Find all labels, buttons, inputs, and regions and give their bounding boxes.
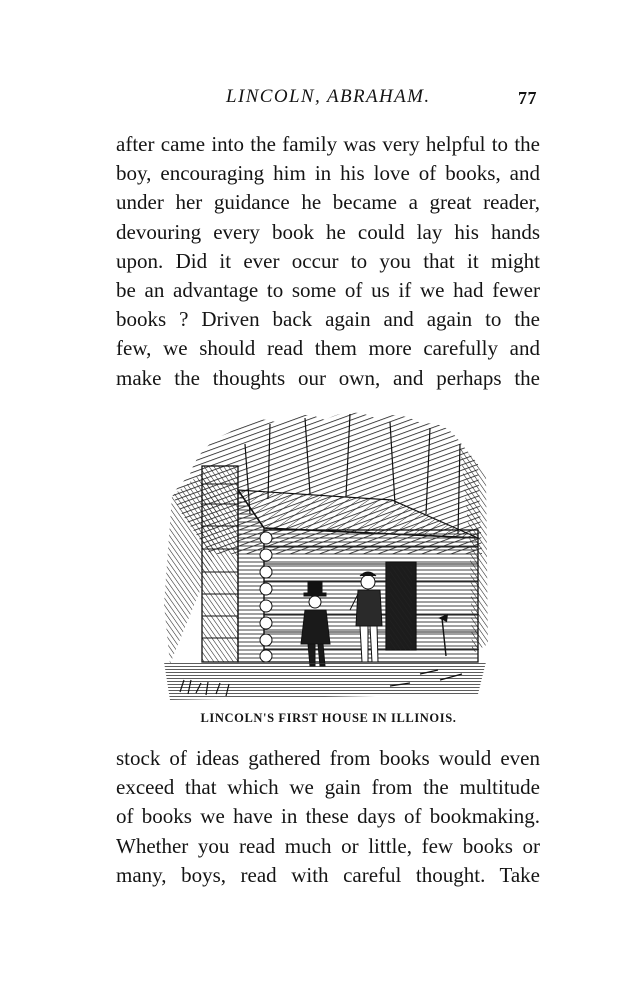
text-line: stock of ideas gathered from books would even [116,746,540,770]
text-line: few, we should read them more carefully and [116,336,540,361]
figure-caption [14,711,629,726]
text-line: upon. Did it ever occur to you that it might [116,248,540,273]
text-line: devouring every book he could lay his hands [116,219,540,244]
page-number: 77 [518,88,537,108]
text-line: of books we have in these days of bookmaking. [116,804,540,829]
text-line: boy, encouraging him in his love of books, and [116,161,540,186]
running-title: LINCOLN, ABRAHAM. [226,86,431,107]
text-line: make the thoughts our own, and perhaps the [116,365,540,390]
text-line: many, boys, read with careful thought. Take [116,862,540,887]
text-line: Whether you read much or little, few books or [116,833,540,858]
text-line: after came into the family was very helpful to the [116,132,540,156]
log-cabin-illustration [160,404,490,704]
paragraph-top [116,130,540,393]
text-line: under her guidance he became a great reader, [116,190,540,215]
caption-text: LINCOLN'S FIRST HOUSE IN ILLINOIS. [200,711,457,725]
text-line: be an advantage to some of us if we had fewer [116,277,540,302]
paragraph-bottom [116,744,540,890]
log-cabin-engraving-icon [160,404,490,704]
text-line: exceed that which we gain from the multitude [116,775,540,800]
text-line: books ? Driven back again and again to the [116,307,540,332]
running-head [0,86,629,112]
